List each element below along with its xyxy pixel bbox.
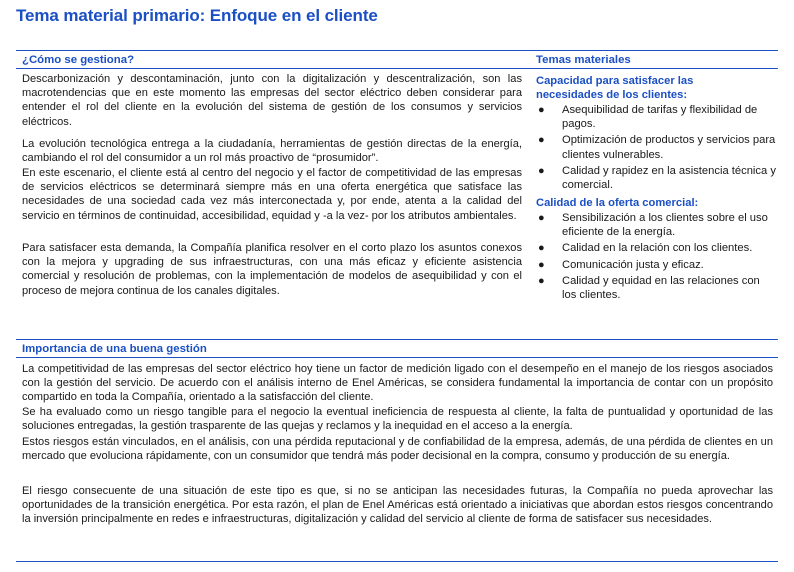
material-topic-group-title: Capacidad para satisfacer las necesidades de los clientes: <box>536 75 694 102</box>
section-top-rule <box>16 339 778 340</box>
list-item <box>536 211 776 239</box>
paragraph: El riesgo consecuente de una situación de este tipo es que, si no se anticipan las necesidades futuras, la Compañía no pueda aprovechar las oportunidades de la transición energética. Por esta razón, el plan de Enel Américas está orientado a iniciativas que abordan estos riesgos concentrando la inversión principalmente en redes e infraestructuras, digitalización y calidad del servicio al cliente de forma de satisfacer sus necesidades. <box>22 485 773 526</box>
bullet-icon: ● <box>538 212 545 224</box>
section-header: Importancia de una buena gestión <box>22 343 207 355</box>
list-item <box>536 258 776 272</box>
list-item <box>536 164 776 192</box>
paragraph: Para satisfacer esta demanda, la Compañía planifica resolver en el corto plazo los asuntos conexos con la mejora y upgrading de sus infraestructuras, con una más eficaz y eficiente asistencia comercial y resolución de problemas, con la implementación de modelos de asequibilidad y con el proceso de mejora continua de los canales digitales. <box>22 242 522 297</box>
bullet-icon: ● <box>538 258 545 271</box>
bullet-icon: ● <box>538 164 545 177</box>
bullet-icon: ● <box>538 242 545 255</box>
left-column-header: ¿Cómo se gestiona? <box>22 54 135 66</box>
material-topic-list <box>536 103 776 194</box>
paragraph: Descarbonización y descontaminación, junto con la digitalización y descentralización, son las macrotendencias que en este momento las empresas del sector eléctrico deben considerar para entender el rol del cliente en la evolución del sistema de gestión de los consumos y servicios eléctricos. <box>22 73 522 128</box>
list-item-text: Calidad y equidad en las relaciones con los clientes. <box>562 274 760 302</box>
bullet-icon: ● <box>538 134 545 147</box>
paragraph: En este escenario, el cliente está al centro del negocio y el factor de competitividad de las empresas de servicios eléctricos se determinará siempre más en una oferta energética que satisface las necesidades de una sociedad cada vez más interconectada y, por ende, atenta a la calidad del servicio en términos de continuidad, accesibilidad, equidad y -a la vez- por los atributos ambientales. <box>22 167 522 222</box>
bullet-icon: ● <box>538 104 545 116</box>
list-item-text: Calidad en la relación con los clientes. <box>562 242 753 255</box>
list-item-text: Sensibilización a los clientes sobre el uso eficiente de la energía. <box>562 212 768 239</box>
header-top-rule <box>16 50 778 51</box>
paragraph: La competitividad de las empresas del sector eléctrico hoy tiene un factor de medición ligado con el desempeño en el manejo de los riesgos asociados con la gestión del servicio. De acuerdo con el análisis interno de Enel Américas, se considera fundamental la importancia de contar con un propósito compartido en toda la Compañía, orientado a la satisfacción del cliente. <box>22 363 773 404</box>
list-item <box>536 103 776 131</box>
list-item <box>536 274 776 302</box>
paragraph: Estos riesgos están vinculados, en el análisis, con una pérdida reputacional y de confiabilidad de la empresa, además, de una pérdida de clientes en un mercado que evoluciona rápidamente, con un consumidor que tendrá más poder decisional en la compra, consumo y producción de su energía. <box>22 436 773 463</box>
paragraph: Se ha evaluado como un riesgo tangible para el negocio la eventual ineficiencia de respuesta al cliente, la falta de puntualidad y oportunidad de las soluciones entregadas, la gestión trasparente de las quejas y reclamos y la inequidad en el acceso a la energía. <box>22 406 773 433</box>
section-bottom-rule <box>16 561 778 562</box>
page-title: Tema material primario: Enfoque en el cliente <box>16 6 378 25</box>
header-bottom-rule <box>16 68 778 69</box>
material-topic-group-title: Calidad de la oferta comercial: <box>536 197 699 209</box>
material-topic-list <box>536 211 776 304</box>
section-header-rule <box>16 357 778 358</box>
right-column-header: Temas materiales <box>536 54 631 66</box>
bullet-icon: ● <box>538 274 545 287</box>
list-item-text: Optimización de productos y servicios para clientes vulnerables. <box>562 134 776 161</box>
list-item <box>536 241 776 255</box>
list-item-text: Comunicación justa y eficaz. <box>562 258 704 271</box>
list-item <box>536 133 776 161</box>
list-item-text: Asequibilidad de tarifas y flexibilidad de pagos. <box>562 104 758 131</box>
list-item-text: Calidad y rapidez en la asistencia técnica y comercial. <box>562 164 776 192</box>
paragraph: La evolución tecnológica entrega a la ciudadanía, herramientas de gestión directas de la energía, cambiando el rol del consumidor a un rol más proactivo de “prosumidor”. <box>22 138 522 165</box>
